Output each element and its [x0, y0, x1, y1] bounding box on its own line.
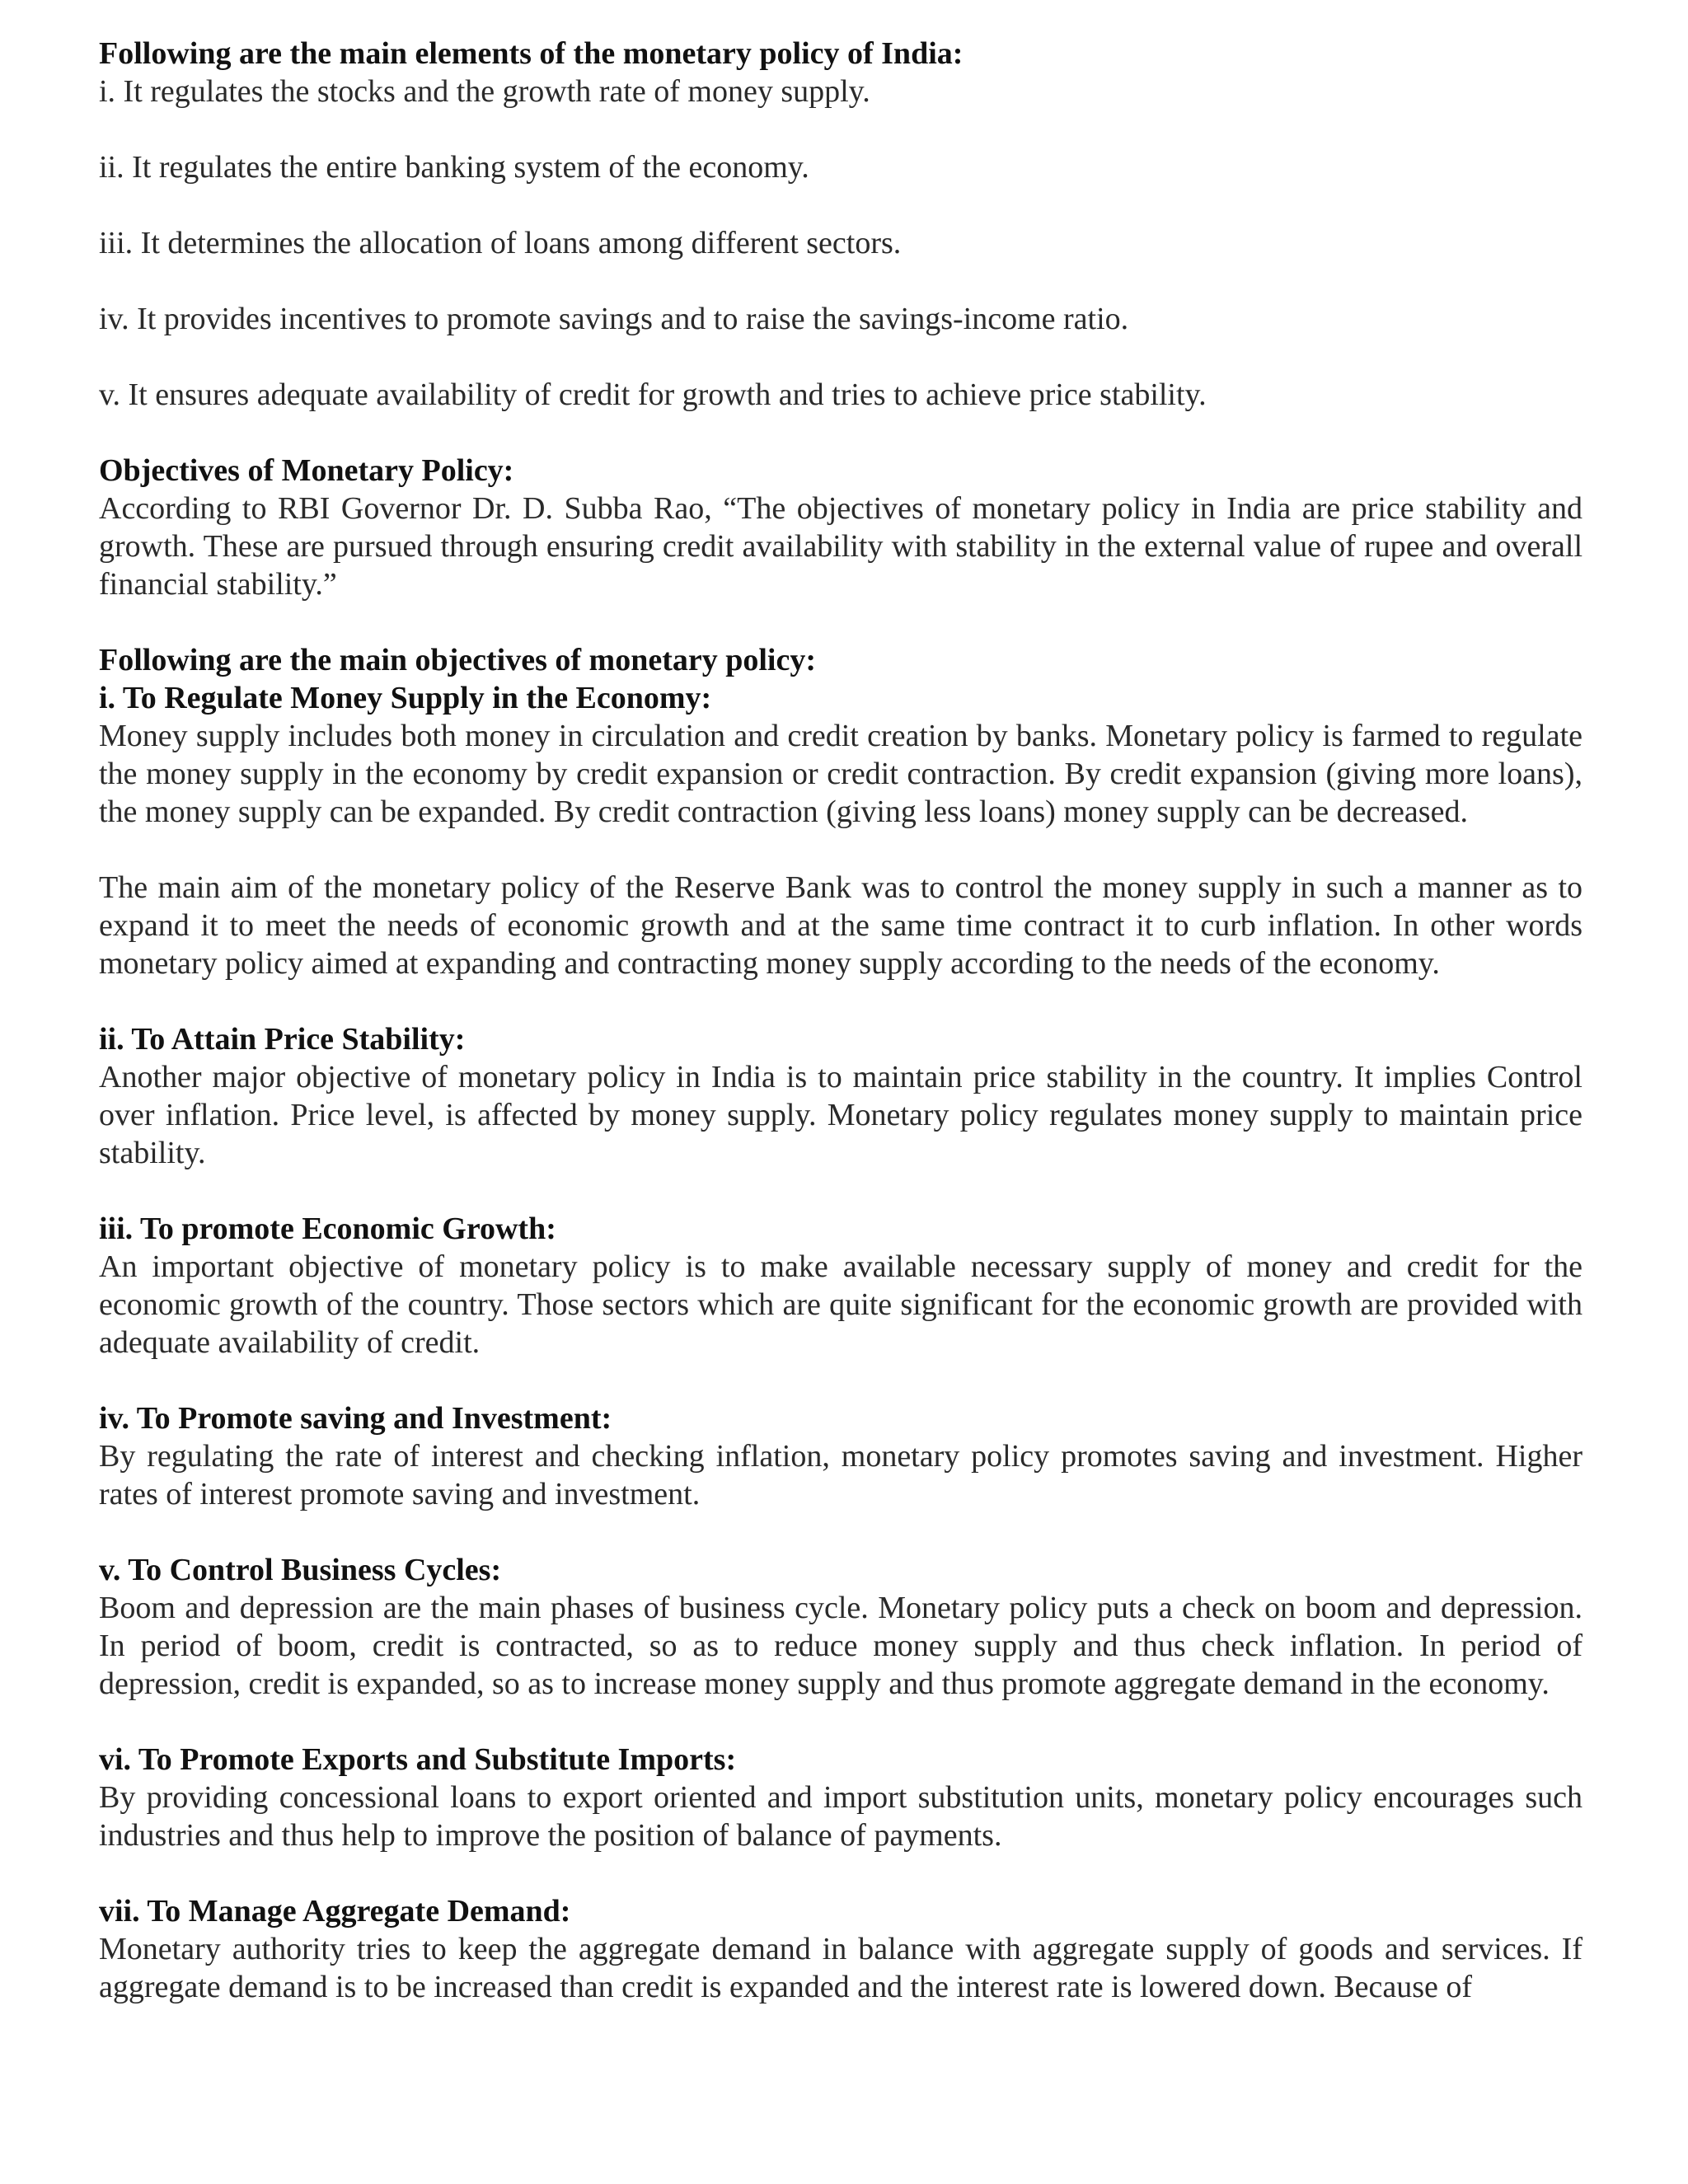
elements-heading: Following are the main elements of the monetary policy of India:	[99, 36, 964, 71]
section-heading-6: vi. To Promote Exports and Substitute Imports:	[99, 1742, 737, 1777]
section-paragraph-2: Another major objective of monetary policy in India is to maintain price stability in the country. It implies Control over inflation. Price level, is affected by money supply. Monetary policy regulates money supply to maintain price stability.	[99, 1060, 1582, 1170]
section-paragraph-3: An important objective of monetary policy is to make available necessary supply of money and credit for the economic growth of the country. Those sectors which are quite significant for the economic growth are provided with adequate availability of credit.	[99, 1249, 1582, 1360]
section-heading-4: iv. To Promote saving and Investment:	[99, 1401, 612, 1436]
element-item-4: iv. It provides incentives to promote savings and to raise the savings-income ratio.	[99, 302, 1129, 336]
objectives-heading: Objectives of Monetary Policy:	[99, 453, 514, 488]
section-heading-1: i. To Regulate Money Supply in the Economy:	[99, 681, 712, 715]
element-item-3: iii. It determines the allocation of loans among different sectors.	[99, 226, 902, 260]
section-heading-5: v. To Control Business Cycles:	[99, 1553, 502, 1587]
main-objectives-heading: Following are the main objectives of monetary policy:	[99, 643, 816, 677]
section-paragraph-1b: The main aim of the monetary policy of the Reserve Bank was to control the money supply in such a manner as to expand it to meet the needs of economic growth and at the same time contract it to curb inflation. In other words monetary policy aimed at expanding and contracting money supply according to the needs of the economy.	[99, 870, 1582, 981]
section-paragraph-6: By providing concessional loans to export oriented and import substitution units, monetary policy encourages such industries and thus help to improve the position of balance of payments.	[99, 1780, 1582, 1853]
section-paragraph-4: By regulating the rate of interest and checking inflation, monetary policy promotes saving and investment. Higher rates of interest promote saving and investment.	[99, 1439, 1582, 1511]
objectives-intro: According to RBI Governor Dr. D. Subba Rao, “The objectives of monetary policy in India are price stability and growth. These are pursued through ensuring credit availability with stability in the external value of rupee and overall financial stability.”	[99, 491, 1582, 602]
section-paragraph-7: Monetary authority tries to keep the aggregate demand in balance with aggregate supply of goods and services. If aggregate demand is to be increased than credit is expanded and the interest rate is lowered down. Because of	[99, 1932, 1582, 2004]
section-heading-3: iii. To promote Economic Growth:	[99, 1212, 556, 1246]
element-item-5: v. It ensures adequate availability of credit for growth and tries to achieve price stability.	[99, 377, 1207, 412]
section-paragraph-5: Boom and depression are the main phases of business cycle. Monetary policy puts a check on boom and depression. In period of boom, credit is contracted, so as to reduce money supply and thus check inflation. In period of depression, credit is expanded, so as to increase money supply and thus promote aggregate demand in the economy.	[99, 1591, 1582, 1701]
element-item-1: i. It regulates the stocks and the growth rate of money supply.	[99, 74, 870, 109]
section-heading-7: vii. To Manage Aggregate Demand:	[99, 1894, 571, 1929]
section-heading-2: ii. To Attain Price Stability:	[99, 1022, 466, 1057]
element-item-2: ii. It regulates the entire banking system of the economy.	[99, 150, 809, 185]
section-paragraph-1a: Money supply includes both money in circulation and credit creation by banks. Monetary policy is farmed to regulate the money supply in the economy by credit expansion or credit contraction. By credit expansion (giving more loans), the money supply can be expanded. By credit contraction (giving less loans) money supply can be decreased.	[99, 719, 1582, 829]
